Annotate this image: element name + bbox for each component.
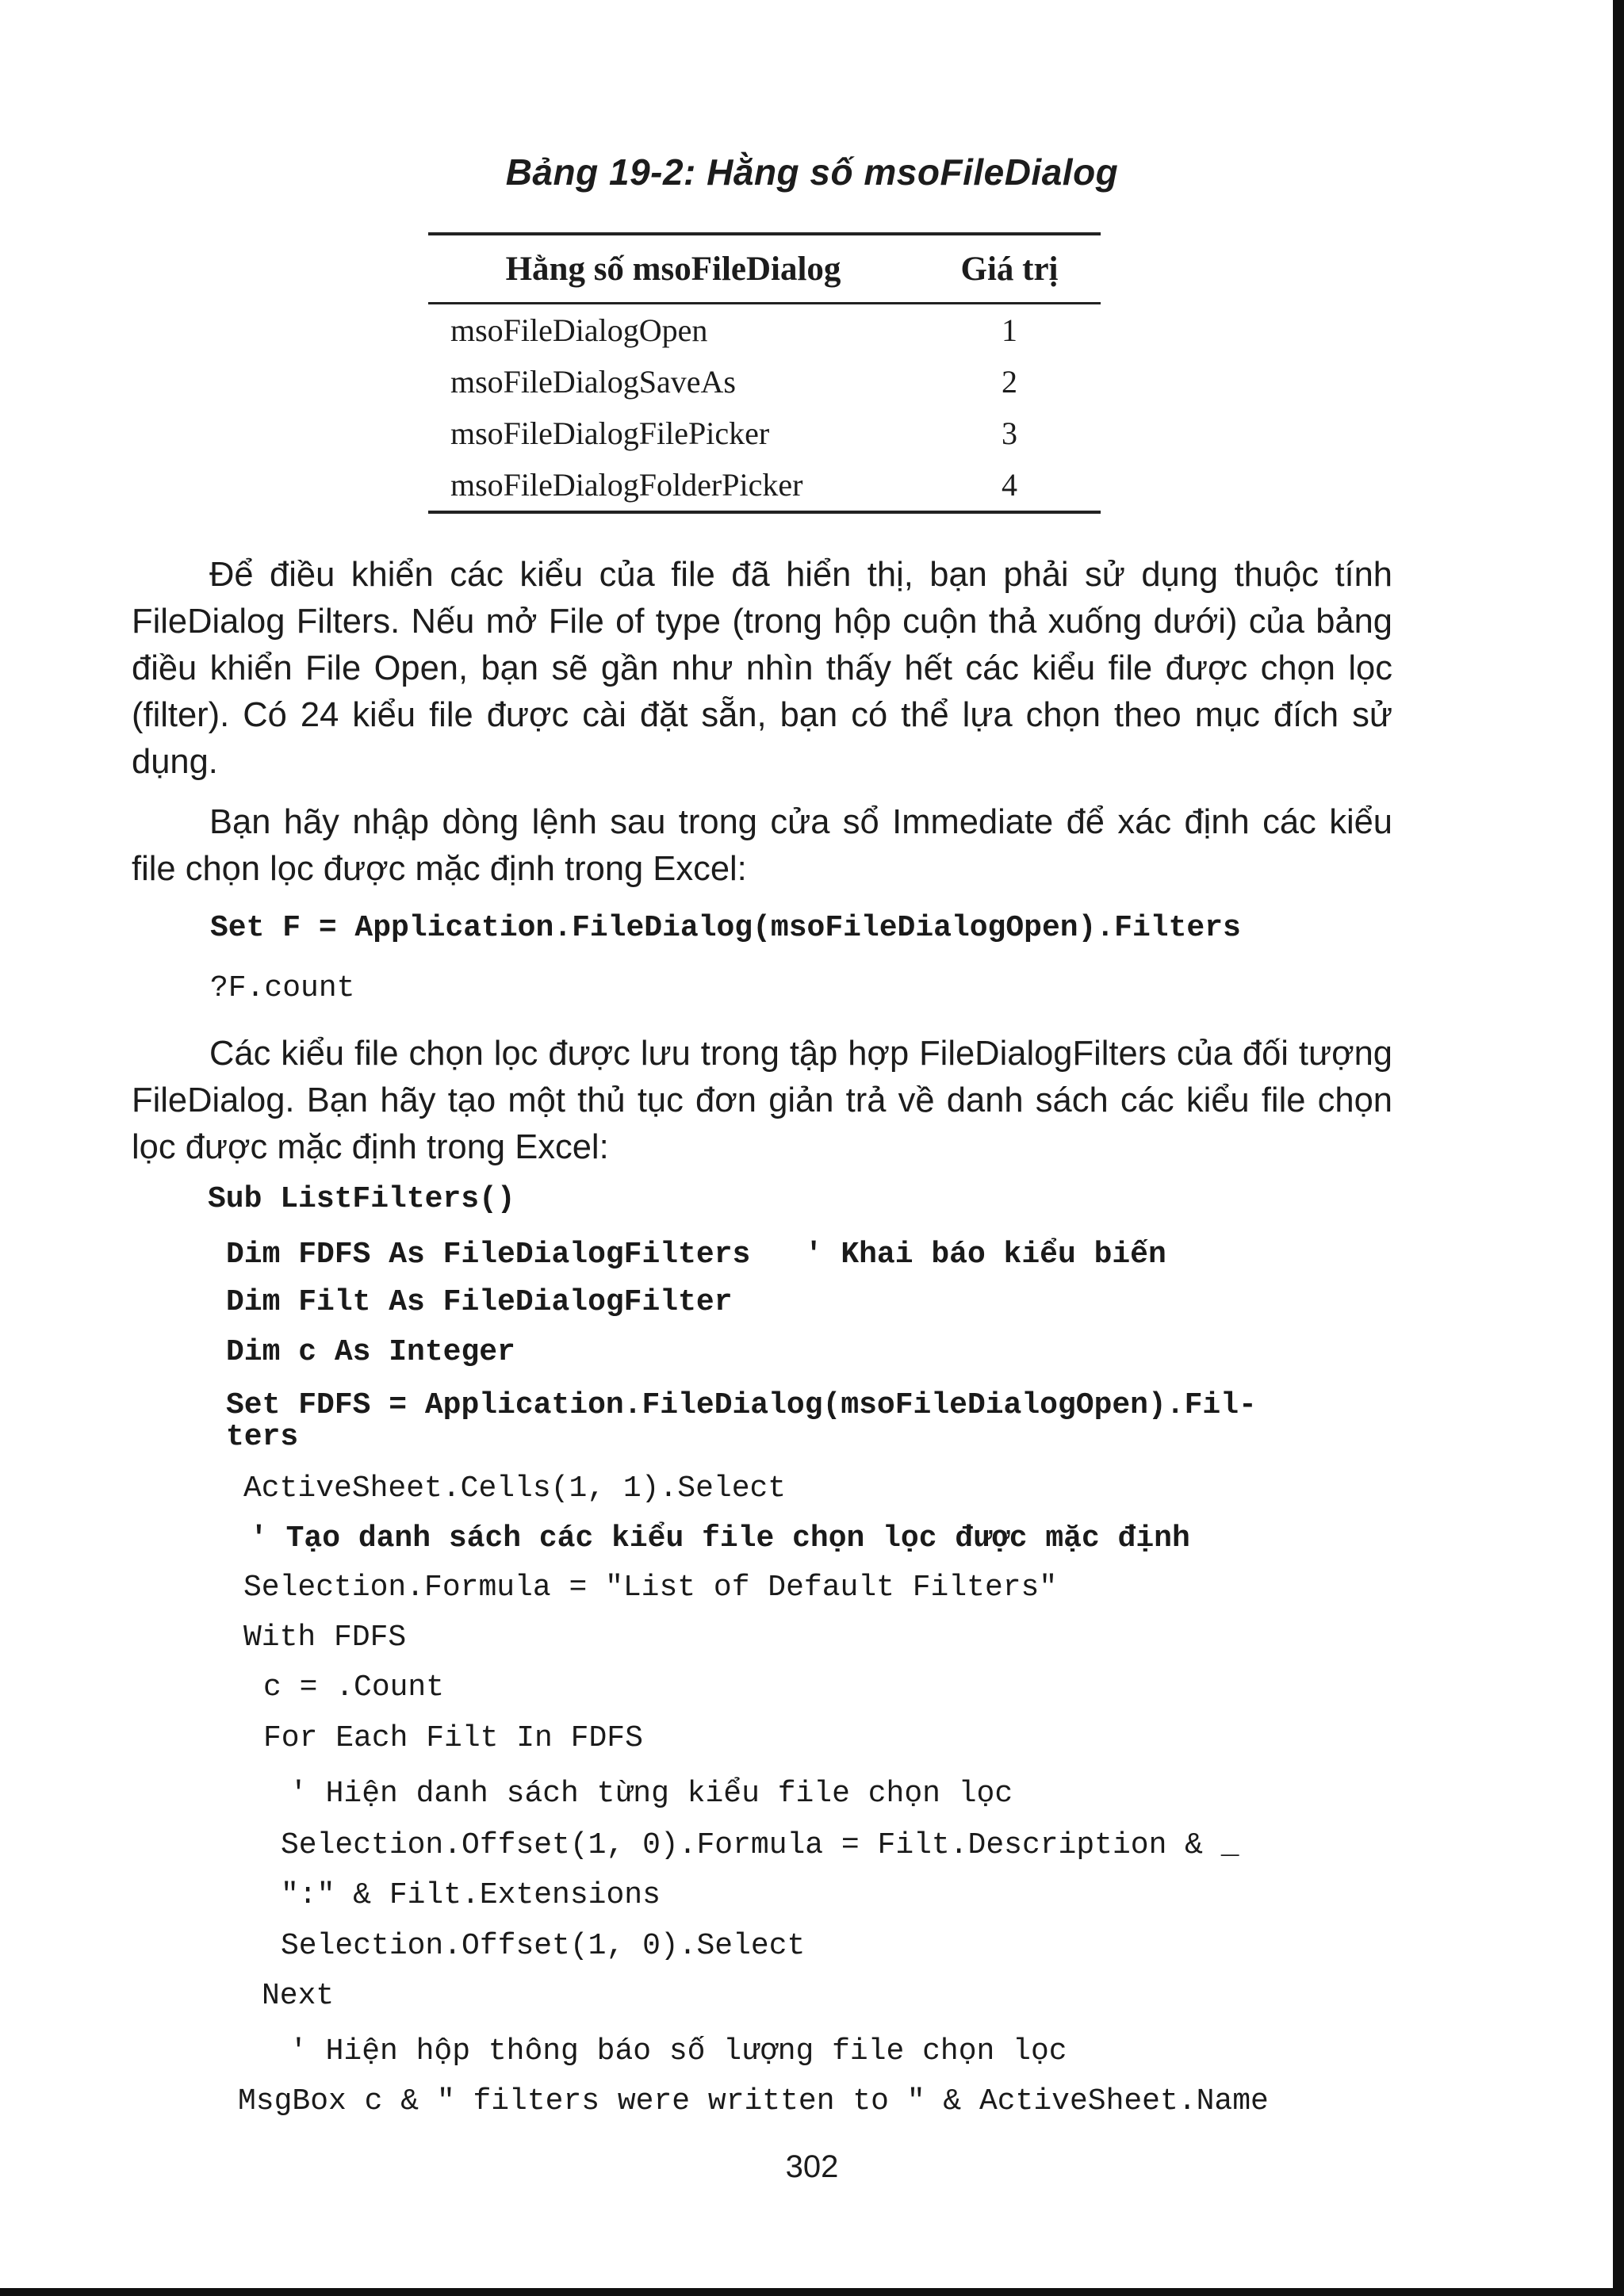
code-line: Set FDFS = Application.FileDialog(msoFileDialogOpen).Fil- xyxy=(226,1388,1257,1422)
code-line: ":" & Filt.Extensions xyxy=(281,1878,661,1912)
code-line: Selection.Offset(1, 0).Select xyxy=(281,1929,806,1963)
body-paragraph: Để điều khiển các kiểu của file đã hiển thị, bạn phải sử dụng thuộc tính FileDialog Filters. Nếu mở File of type (trong hộp cuộn thả xuống dưới) của bảng điều khiển File Open, bạn sẽ gần như nhìn thấy hết các kiểu file được chọn lọc (filter). Có 24 kiểu file được cài đặt sẵn, bạn có thể lựa chọn theo mục đích sử dụng. xyxy=(132,556,1392,781)
code-line: ters xyxy=(226,1420,299,1454)
page-number: 302 xyxy=(785,2149,839,2184)
code-line: Dim FDFS As FileDialogFilters ' Khai báo kiểu biến xyxy=(226,1238,1166,1272)
code-line: ' Hiện hộp thông báo số lượng file chọn lọc xyxy=(289,2034,1067,2068)
constant-name-cell: msoFileDialogFolderPicker xyxy=(450,467,803,503)
code-line: ?F.count xyxy=(210,971,355,1005)
constant-value-cell: 3 xyxy=(1002,415,1017,451)
code-line: ActiveSheet.Cells(1, 1).Select xyxy=(243,1471,787,1506)
constants-table xyxy=(428,232,1101,514)
body-paragraph: Bạn hãy nhập dòng lệnh sau trong cửa sổ Immediate để xác định các kiểu file chọn lọc được mặc định trong Excel: xyxy=(132,803,1392,888)
code-line: With FDFS xyxy=(243,1621,407,1655)
table-row xyxy=(428,459,1101,512)
column-header-constant: Hằng số msoFileDialog xyxy=(428,234,918,304)
code-line: Selection.Offset(1, 0).Formula = Filt.Description & _ xyxy=(281,1828,1239,1862)
code-line: Next xyxy=(262,1979,335,2013)
code-line: Dim Filt As FileDialogFilter xyxy=(226,1285,733,1319)
table-row xyxy=(428,356,1101,408)
table-row xyxy=(428,304,1101,357)
code-line: c = .Count xyxy=(263,1670,445,1705)
code-line: ' Hiện danh sách từng kiểu file chọn lọc xyxy=(289,1777,1013,1811)
constant-value-cell: 4 xyxy=(1002,467,1017,503)
code-line: ' Tạo danh sách các kiểu file chọn lọc được mặc định xyxy=(250,1521,1190,1556)
code-line: Dim c As Integer xyxy=(226,1335,515,1369)
code-line: For Each Filt In FDFS xyxy=(263,1721,643,1755)
column-header-value: Giá trị xyxy=(918,234,1101,304)
constant-value-cell: 1 xyxy=(1002,312,1017,348)
constant-name-cell: msoFileDialogSaveAs xyxy=(450,364,736,400)
code-line: MsgBox c & " filters were written to " & ActiveSheet.Name xyxy=(238,2084,1269,2118)
table-row xyxy=(428,408,1101,459)
table-header-row xyxy=(428,234,1101,304)
body-paragraph: Các kiểu file chọn lọc được lưu trong tập hợp FileDialogFilters của đối tượng FileDialog. Bạn hãy tạo một thủ tục đơn giản trả về danh sách các kiểu file chọn lọc được mặc định trong Excel: xyxy=(132,1035,1392,1166)
table-caption: Bảng 19-2: Hằng số msoFileDialog xyxy=(505,151,1119,193)
code-line: Selection.Formula = "List of Default Filters" xyxy=(243,1571,1058,1605)
constant-value-cell: 2 xyxy=(1002,364,1017,400)
code-line: Set F = Application.FileDialog(msoFileDialogOpen).Filters xyxy=(210,911,1241,945)
scan-edge-bottom xyxy=(0,2288,1624,2296)
scan-edge-right xyxy=(1613,0,1624,2296)
constant-name-cell: msoFileDialogOpen xyxy=(450,312,708,348)
code-line: Sub ListFilters() xyxy=(208,1182,515,1216)
constant-name-cell: msoFileDialogFilePicker xyxy=(450,415,770,451)
